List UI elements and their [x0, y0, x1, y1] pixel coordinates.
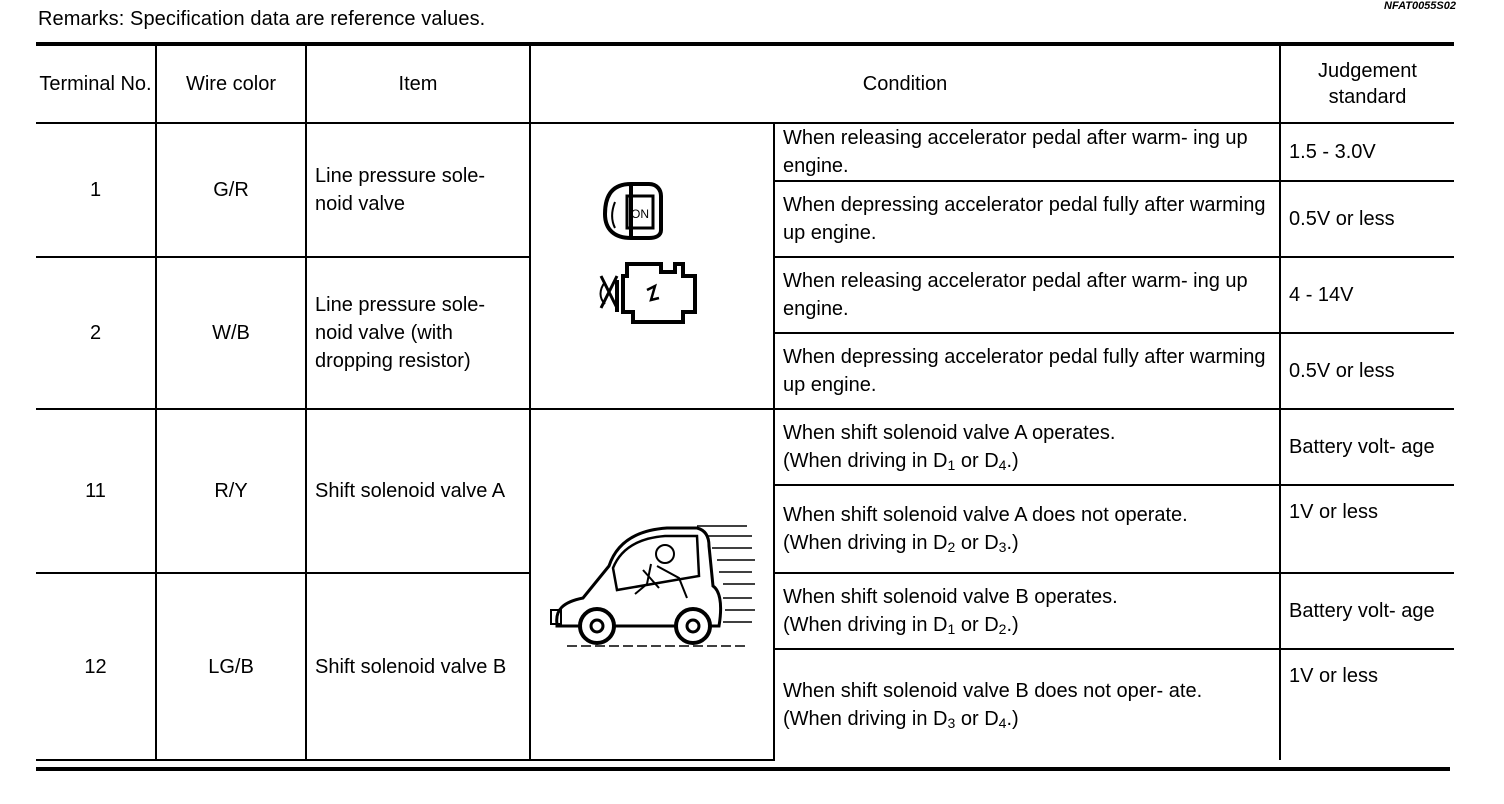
- header-terminal: Terminal No.: [36, 46, 156, 123]
- wire-color: LG/B: [156, 573, 306, 760]
- item-name: Shift solenoid valve A: [306, 409, 530, 573]
- ignition-engine-icons-cell: [530, 123, 774, 409]
- condition-text: When shift solenoid valve B does not oper- ate. (When driving in $D_3$ or $D_4$.): [774, 649, 1280, 760]
- condition-text: When shift solenoid valve A operates. (When driving in $D_1$ or $D_4$.): [774, 409, 1280, 485]
- condition-text: When releasing accelerator pedal after warm- ing up engine.: [774, 123, 1280, 181]
- terminal-number: 11: [36, 409, 156, 573]
- ignition-key-on-icon: [587, 172, 717, 352]
- key-on-label: ON: [631, 207, 649, 221]
- header-item: Item: [306, 46, 530, 123]
- wire-color: R/Y: [156, 409, 306, 573]
- terminal-number: 2: [36, 257, 156, 409]
- item-name: Shift solenoid valve B: [306, 573, 530, 760]
- judgement-value: 1V or less: [1280, 649, 1454, 760]
- judgement-value: Battery volt- age: [1280, 573, 1454, 649]
- bottom-rule: [36, 767, 1450, 771]
- document-code: NFAT0055S02: [1384, 0, 1456, 12]
- wire-color: G/R: [156, 123, 306, 257]
- judgement-value: 4 - 14V: [1280, 257, 1454, 333]
- judgement-value: Battery volt- age: [1280, 409, 1454, 485]
- condition-text: When depressing accelerator pedal fully after warming up engine.: [774, 333, 1280, 409]
- terminal-spec-table: [36, 46, 1454, 761]
- judgement-value: 1.5 - 3.0V: [1280, 123, 1454, 181]
- header-judgement: Judgement standard: [1280, 46, 1454, 123]
- judgement-value: 0.5V or less: [1280, 181, 1454, 257]
- judgement-value: 1V or less: [1280, 485, 1454, 573]
- wire-color: W/B: [156, 257, 306, 409]
- header-row: [36, 46, 1454, 123]
- condition-text: When shift solenoid valve B operates. (When driving in $D_1$ or $D_2$.): [774, 573, 1280, 649]
- condition-text: When shift solenoid valve A does not operate. (When driving in $D_2$ or $D_3$.): [774, 485, 1280, 573]
- engine-running-icon: [601, 264, 696, 322]
- header-wire-color: Wire color: [156, 46, 306, 123]
- terminal-number: 1: [36, 123, 156, 257]
- remarks-note: Remarks: Specification data are reference values.: [38, 8, 486, 30]
- item-name: Line pressure sole- noid valve (with dropping resistor): [306, 257, 530, 409]
- table-row: [36, 123, 1454, 181]
- item-name: Line pressure sole- noid valve: [306, 123, 530, 257]
- terminal-number: 12: [36, 573, 156, 760]
- header-condition: Condition: [530, 46, 1280, 123]
- car-driving-icon: [547, 506, 757, 656]
- judgement-value: 0.5V or less: [1280, 333, 1454, 409]
- condition-text: When depressing accelerator pedal fully after warming up engine.: [774, 181, 1280, 257]
- driving-icon-cell: [530, 409, 774, 760]
- condition-text: When releasing accelerator pedal after warm- ing up engine.: [774, 257, 1280, 333]
- table-row: [36, 409, 1454, 485]
